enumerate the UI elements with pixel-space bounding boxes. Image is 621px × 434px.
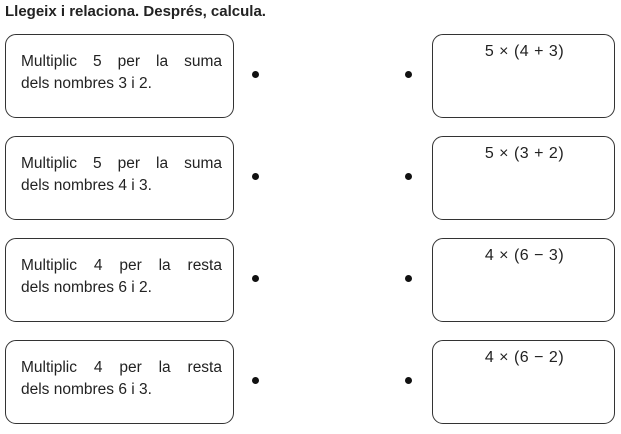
right-connector-dot[interactable] [405, 173, 412, 180]
right-connector-dot[interactable] [405, 377, 412, 384]
expression-card [432, 136, 615, 220]
match-row [0, 340, 621, 426]
expression-text: 5 × (4 + 3) [484, 43, 565, 60]
left-connector-dot[interactable] [252, 71, 259, 78]
statement-card [5, 340, 234, 424]
statement-line-2: dels nombres 3 i 2. [21, 75, 152, 92]
statement-line-1: Multiplic 4 per la resta [21, 257, 222, 274]
left-connector-dot[interactable] [252, 173, 259, 180]
expression-card [432, 238, 615, 322]
expression-card [432, 340, 615, 424]
statement-line-2: dels nombres 6 i 2. [21, 279, 152, 296]
answer-area[interactable] [443, 375, 603, 415]
answer-area[interactable] [443, 171, 603, 211]
statement-line-1: Multiplic 5 per la suma [21, 155, 222, 172]
statement-line-2: dels nombres 4 i 3. [21, 177, 152, 194]
statement-card [5, 136, 234, 220]
left-connector-dot[interactable] [252, 377, 259, 384]
answer-area[interactable] [443, 69, 603, 109]
match-row [0, 34, 621, 120]
expression-text: 4 × (6 − 2) [484, 349, 565, 366]
expression-card [432, 34, 615, 118]
statement-line-2: dels nombres 6 i 3. [21, 381, 152, 398]
instruction-title: Llegeix i relaciona. Després, calcula. [5, 3, 266, 20]
right-connector-dot[interactable] [405, 71, 412, 78]
statement-card [5, 238, 234, 322]
left-connector-dot[interactable] [252, 275, 259, 282]
statement-line-1: Multiplic 5 per la suma [21, 53, 222, 70]
statement-card [5, 34, 234, 118]
match-row [0, 136, 621, 222]
answer-area[interactable] [443, 273, 603, 313]
statement-line-1: Multiplic 4 per la resta [21, 359, 222, 376]
expression-text: 5 × (3 + 2) [484, 145, 565, 162]
right-connector-dot[interactable] [405, 275, 412, 282]
match-row [0, 238, 621, 324]
expression-text: 4 × (6 − 3) [484, 247, 565, 264]
